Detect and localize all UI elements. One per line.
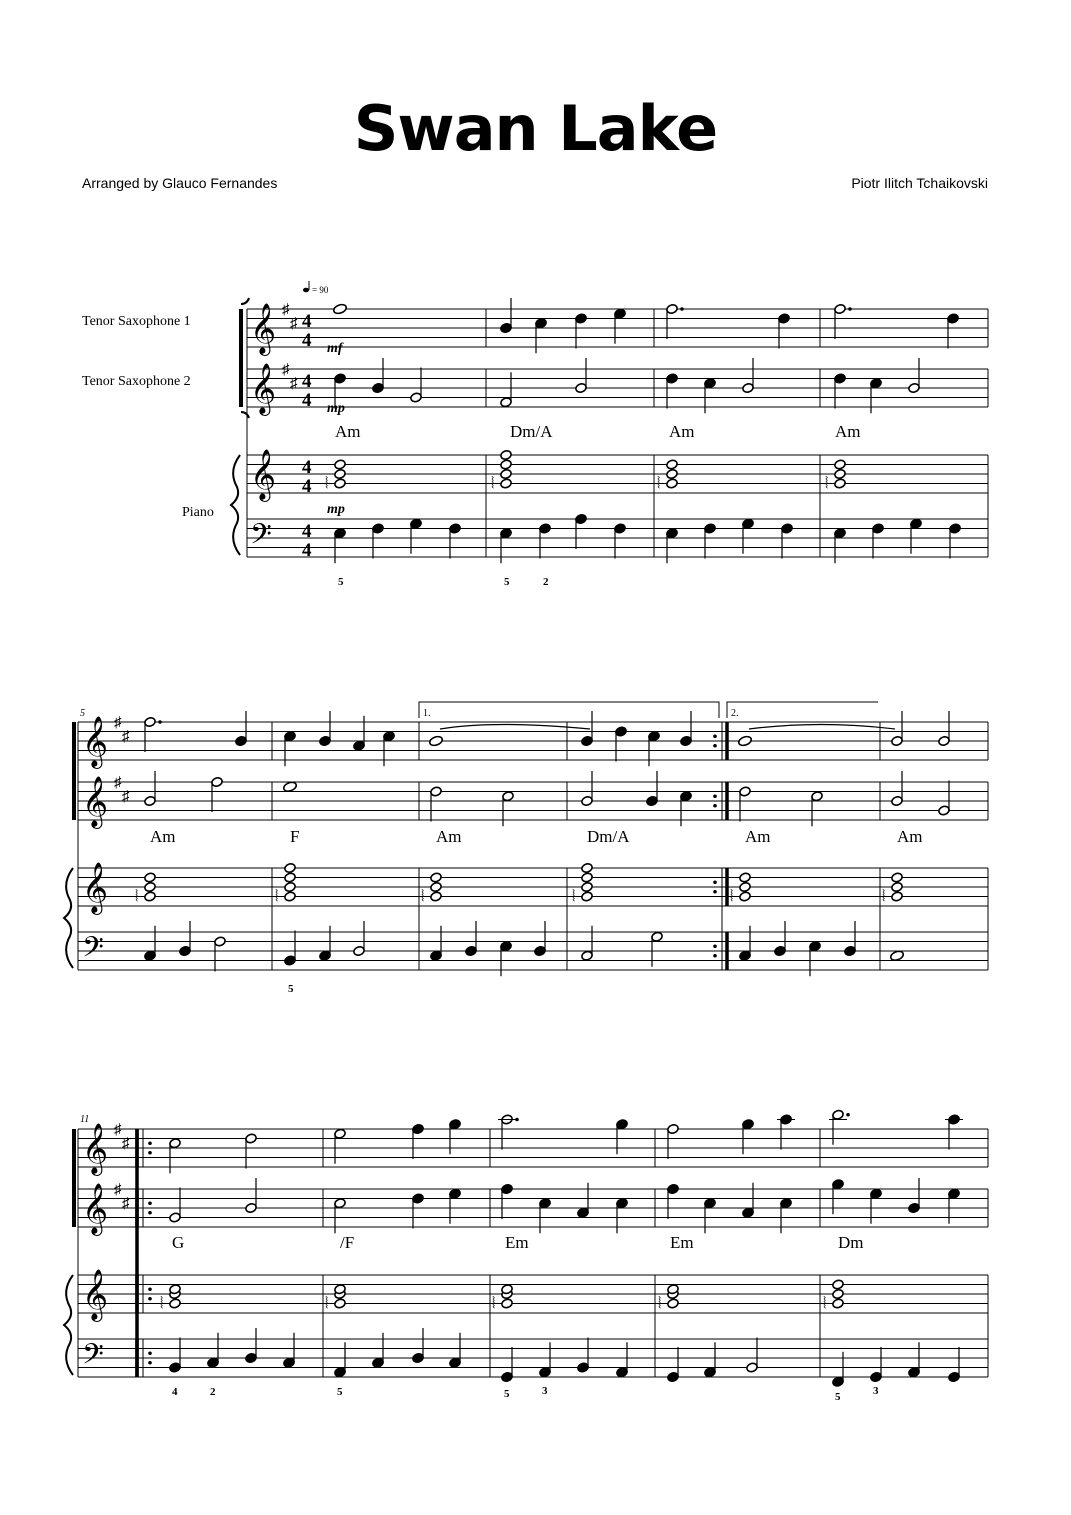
fingering: 5 — [835, 1391, 841, 1403]
time-sig-bottom: 4 — [302, 390, 312, 411]
bass-clef: 𝄢 — [250, 520, 272, 557]
chord-symbol: Em — [670, 1233, 694, 1252]
note-head — [666, 528, 679, 539]
note-head — [334, 528, 347, 539]
note-head — [891, 735, 904, 746]
note-head — [214, 936, 227, 947]
chord-note — [334, 1298, 347, 1309]
chord-note — [284, 872, 297, 883]
note-head — [412, 1123, 425, 1134]
dynamic-sax2: mp — [327, 401, 345, 416]
note-head — [539, 1198, 552, 1209]
note-head — [738, 735, 753, 747]
chord-note — [666, 468, 679, 479]
note-head — [283, 781, 298, 793]
note-head — [809, 941, 822, 952]
note-head — [834, 528, 847, 539]
note-head — [535, 318, 548, 329]
note-head — [449, 523, 462, 534]
note-head — [500, 322, 513, 333]
note-head — [245, 1202, 258, 1213]
note-head — [704, 1198, 717, 1209]
chord-symbol: Am — [745, 827, 771, 846]
note-head — [870, 1371, 883, 1382]
chord-note — [430, 891, 443, 902]
note-head — [410, 518, 423, 529]
note-head — [383, 731, 396, 742]
note-head — [742, 1119, 755, 1130]
note-head — [651, 931, 664, 942]
note-head — [319, 950, 332, 961]
arpeggio-mark: ⦚ — [160, 1295, 164, 1313]
volta-2 — [727, 702, 878, 718]
chord-note — [500, 478, 513, 489]
note-head — [501, 1183, 514, 1194]
measure-number: 5 — [80, 708, 85, 719]
dot — [680, 307, 684, 311]
note-head — [284, 955, 297, 966]
chord-note — [832, 1298, 845, 1309]
note-head — [581, 795, 594, 806]
note-head — [410, 392, 423, 403]
note-head — [832, 1179, 845, 1190]
treble-clef: 𝄞 — [82, 1270, 109, 1319]
note-head — [908, 382, 921, 393]
time-sig-top: 4 — [302, 521, 312, 542]
dynamic-sax1: mf — [327, 341, 343, 356]
note-head — [832, 1376, 845, 1387]
chord-note — [334, 468, 347, 479]
note-head — [614, 308, 627, 319]
arpeggio-mark: ⦚ — [275, 888, 279, 906]
note-head — [235, 735, 248, 746]
chord-symbol: Am — [835, 422, 861, 441]
treble-clef: 𝄞 — [250, 304, 277, 353]
chord-note — [581, 862, 594, 873]
treble-clef: 𝄞 — [250, 450, 277, 499]
sharp-c: ♯ — [122, 1136, 130, 1152]
note-head — [539, 523, 552, 534]
note-head — [372, 1357, 385, 1368]
note-head — [666, 373, 679, 384]
time-sig-top: 4 — [302, 311, 312, 332]
arpeggio-mark: ⦚ — [325, 1295, 329, 1313]
note-head — [319, 735, 332, 746]
note-head — [616, 1198, 629, 1209]
measure-number: 11 — [80, 1114, 90, 1125]
note-head — [648, 731, 661, 742]
piano-brace — [64, 868, 73, 968]
fingering: 3 — [542, 1385, 548, 1397]
note-head — [575, 382, 588, 393]
repeat-dot — [713, 794, 717, 798]
chord-symbol: Dm — [838, 1233, 864, 1252]
note-head — [333, 303, 348, 315]
note-head — [534, 945, 547, 956]
note-head — [179, 945, 192, 956]
repeat-dot — [713, 954, 717, 958]
repeat-dot — [148, 1211, 152, 1215]
note-head — [780, 1198, 793, 1209]
repeat-dot — [713, 734, 717, 738]
note-head — [539, 1367, 552, 1378]
treble-clef: 𝄞 — [82, 1184, 109, 1233]
fingering: 5 — [337, 1386, 343, 1398]
repeat-dot — [148, 1297, 152, 1301]
composer-credit: Piotr Ilitch Tchaikovski — [851, 175, 988, 191]
instrument-name-sax2: Tenor Saxophone 2 — [82, 374, 191, 389]
note-head — [870, 1188, 883, 1199]
note-head — [334, 1128, 347, 1139]
note-head — [680, 735, 693, 746]
chord-note — [284, 881, 297, 892]
treble-clef: 𝄞 — [250, 364, 277, 413]
chord-note — [666, 478, 679, 489]
fingering: 3 — [873, 1385, 879, 1397]
chord-symbol: F — [290, 827, 300, 846]
chord-note — [430, 872, 443, 883]
treble-clef: 𝄞 — [82, 1124, 109, 1173]
note-head — [890, 950, 905, 962]
chord-note — [334, 459, 347, 470]
note-head — [616, 1367, 629, 1378]
repeat-dot — [148, 1151, 152, 1155]
chord-note — [500, 468, 513, 479]
treble-clef: 𝄞 — [82, 717, 109, 766]
sharp-c: ♯ — [290, 376, 298, 392]
instrument-name-sax1: Tenor Saxophone 1 — [82, 314, 191, 329]
bracket-bottom — [241, 412, 249, 418]
chord-note — [430, 881, 443, 892]
repeat-dot — [148, 1287, 152, 1291]
note-head — [891, 795, 904, 806]
chord-note — [284, 862, 297, 873]
arpeggio-mark: ⦚ — [825, 475, 829, 493]
sharp-f: ♯ — [114, 715, 122, 731]
sharp-f: ♯ — [114, 775, 122, 791]
note-head — [739, 950, 752, 961]
note-head — [334, 1367, 347, 1378]
note-head — [704, 378, 717, 389]
note-head — [284, 731, 297, 742]
chord-symbol: Dm/A — [510, 422, 553, 441]
chord-note — [667, 1298, 680, 1309]
bass-clef: 𝄢 — [82, 933, 104, 970]
note-head — [372, 382, 385, 393]
chord-note — [834, 459, 847, 470]
fingering: 5 — [504, 1388, 510, 1400]
note-head — [844, 945, 857, 956]
note-head — [742, 382, 755, 393]
note-head — [575, 313, 588, 324]
note-head — [500, 941, 513, 952]
sharp-f: ♯ — [282, 302, 290, 318]
repeat-dot — [713, 880, 717, 884]
repeat-dot — [713, 744, 717, 748]
arpeggio-mark: ⦚ — [823, 1295, 827, 1313]
note-head — [811, 791, 824, 802]
tie — [749, 725, 895, 730]
note-head — [169, 1138, 182, 1149]
chord-note — [891, 891, 904, 902]
note-head — [245, 1133, 258, 1144]
note-head — [739, 786, 752, 797]
note-head — [646, 795, 659, 806]
chord-note — [581, 891, 594, 902]
bass-clef: 𝄢 — [82, 1340, 104, 1377]
fingering: 2 — [210, 1386, 216, 1398]
arpeggio-mark: ⦚ — [421, 888, 425, 906]
note-head — [465, 945, 478, 956]
note-head — [144, 950, 157, 961]
chord-note — [501, 1298, 514, 1309]
chord-note — [739, 881, 752, 892]
note-head — [575, 513, 588, 524]
chord-symbol: Am — [669, 422, 695, 441]
chord-note — [144, 891, 157, 902]
chord-symbol: G — [172, 1233, 185, 1252]
note-head — [742, 1207, 755, 1218]
note-head — [832, 1109, 845, 1120]
dot — [848, 307, 852, 311]
chord-note — [500, 459, 513, 470]
volta-2-label: 2. — [731, 708, 739, 719]
piano-brace — [231, 455, 240, 555]
treble-clef: 𝄞 — [82, 777, 109, 826]
repeat-dot — [713, 890, 717, 894]
repeat-dot — [148, 1201, 152, 1205]
note-head — [704, 523, 717, 534]
note-head — [667, 1371, 680, 1382]
fingering: 5 — [288, 983, 294, 995]
tempo-marking: = 90 — [312, 285, 329, 295]
chord-note — [169, 1298, 182, 1309]
arranger-credit: Arranged by Glauco Fernandes — [82, 175, 278, 191]
note-head — [412, 1352, 425, 1363]
note-head — [908, 1202, 921, 1213]
note-head — [500, 528, 513, 539]
note-head — [577, 1362, 590, 1373]
chord-note — [581, 881, 594, 892]
piano-brace — [64, 1275, 73, 1375]
chord-symbol: Am — [897, 827, 923, 846]
fingering: 5 — [338, 576, 344, 588]
fingering: 4 — [172, 1386, 178, 1398]
instrument-name-piano: Piano — [182, 505, 214, 520]
note-head — [144, 795, 157, 806]
arpeggio-mark: ⦚ — [492, 1295, 496, 1313]
chord-note — [739, 891, 752, 902]
note-head — [245, 1352, 258, 1363]
arpeggio-mark: ⦚ — [882, 888, 886, 906]
note-head — [334, 1198, 347, 1209]
arpeggio-mark: ⦚ — [572, 888, 576, 906]
sharp-c: ♯ — [122, 729, 130, 745]
note-head — [283, 1357, 296, 1368]
note-head — [502, 791, 515, 802]
note-head — [334, 373, 347, 384]
note-head — [353, 945, 366, 956]
note-head — [429, 735, 444, 747]
volta-1 — [419, 702, 719, 718]
note-head — [742, 518, 755, 529]
arpeggio-mark: ⦚ — [657, 475, 661, 493]
note-head — [834, 303, 847, 314]
chord-note — [284, 891, 297, 902]
treble-clef: 𝄞 — [82, 863, 109, 912]
chord-symbol: Dm/A — [587, 827, 630, 846]
note-head — [872, 523, 885, 534]
chord-symbol: Am — [436, 827, 462, 846]
note-head — [581, 735, 594, 746]
note-head — [666, 303, 679, 314]
note-head — [834, 373, 847, 384]
repeat-dot — [148, 1141, 152, 1145]
fingering: 2 — [543, 576, 549, 588]
note-head — [774, 945, 787, 956]
bracket-top — [241, 298, 249, 304]
note-head — [449, 1357, 462, 1368]
note-head — [144, 716, 157, 727]
repeat-dot — [148, 1351, 152, 1355]
sharp-f: ♯ — [114, 1182, 122, 1198]
chord-note — [891, 872, 904, 883]
arpeggio-mark: ⦚ — [730, 888, 734, 906]
chord-note — [666, 459, 679, 470]
note-head — [948, 1371, 961, 1382]
note-head — [947, 313, 960, 324]
time-sig-top: 4 — [302, 371, 312, 392]
note-head — [616, 1119, 629, 1130]
note-head — [938, 805, 951, 816]
chord-note — [739, 872, 752, 883]
chord-symbol: Am — [335, 422, 361, 441]
note-head — [680, 791, 693, 802]
note-head — [781, 523, 794, 534]
page-title: Swan Lake — [353, 92, 718, 165]
note-head — [169, 1212, 182, 1223]
sharp-c: ♯ — [122, 789, 130, 805]
sharp-f: ♯ — [114, 1122, 122, 1138]
note-head — [614, 523, 627, 534]
sharp-c: ♯ — [122, 1196, 130, 1212]
time-sig-top: 4 — [302, 457, 312, 478]
chord-note — [581, 872, 594, 883]
dynamic-piano: mp — [327, 502, 345, 517]
note-head — [430, 950, 443, 961]
sharp-c: ♯ — [290, 316, 298, 332]
note-head — [500, 397, 513, 408]
time-sig-bottom: 4 — [302, 476, 312, 497]
dot — [158, 720, 162, 724]
arpeggio-mark: ⦚ — [325, 475, 329, 493]
chord-note — [144, 872, 157, 883]
time-sig-bottom: 4 — [302, 540, 312, 561]
chord-note — [144, 881, 157, 892]
tempo-note — [303, 288, 309, 293]
chord-note — [832, 1279, 845, 1290]
chord-note — [891, 881, 904, 892]
note-head — [667, 1183, 680, 1194]
chord-note — [832, 1288, 845, 1299]
arpeggio-mark: ⦚ — [491, 475, 495, 493]
sharp-f: ♯ — [282, 362, 290, 378]
note-head — [938, 735, 951, 746]
note-head — [430, 786, 443, 797]
note-head — [577, 1207, 590, 1218]
arpeggio-mark: ⦚ — [135, 888, 139, 906]
note-head — [704, 1367, 717, 1378]
chord-symbol: Am — [150, 827, 176, 846]
note-head — [778, 313, 791, 324]
chord-symbol: /F — [340, 1233, 355, 1252]
chord-note — [834, 468, 847, 479]
note-head — [948, 1188, 961, 1199]
time-sig-bottom: 4 — [302, 330, 312, 351]
chord-note — [334, 478, 347, 489]
note-head — [372, 523, 385, 534]
note-head — [910, 518, 923, 529]
note-head — [449, 1188, 462, 1199]
repeat-dot — [148, 1361, 152, 1365]
note-head — [412, 1193, 425, 1204]
note-head — [667, 1123, 680, 1134]
note-head — [615, 726, 628, 737]
chord-symbol: Em — [505, 1233, 529, 1252]
note-head — [211, 776, 224, 787]
note-head — [169, 1362, 182, 1373]
note-head — [908, 1367, 921, 1378]
repeat-dot — [713, 944, 717, 948]
note-head — [207, 1357, 220, 1368]
fingering: 5 — [504, 576, 510, 588]
note-head — [501, 1371, 514, 1382]
note-head — [746, 1362, 759, 1373]
note-head — [449, 1119, 462, 1130]
note-head — [353, 740, 366, 751]
chord-note — [834, 478, 847, 489]
repeat-dot — [713, 804, 717, 808]
note-head — [870, 378, 883, 389]
volta-1-label: 1. — [423, 708, 431, 719]
arpeggio-mark: ⦚ — [658, 1295, 662, 1313]
note-head — [949, 523, 962, 534]
note-head — [581, 950, 594, 961]
dot — [846, 1113, 850, 1117]
chord-note — [500, 449, 513, 460]
